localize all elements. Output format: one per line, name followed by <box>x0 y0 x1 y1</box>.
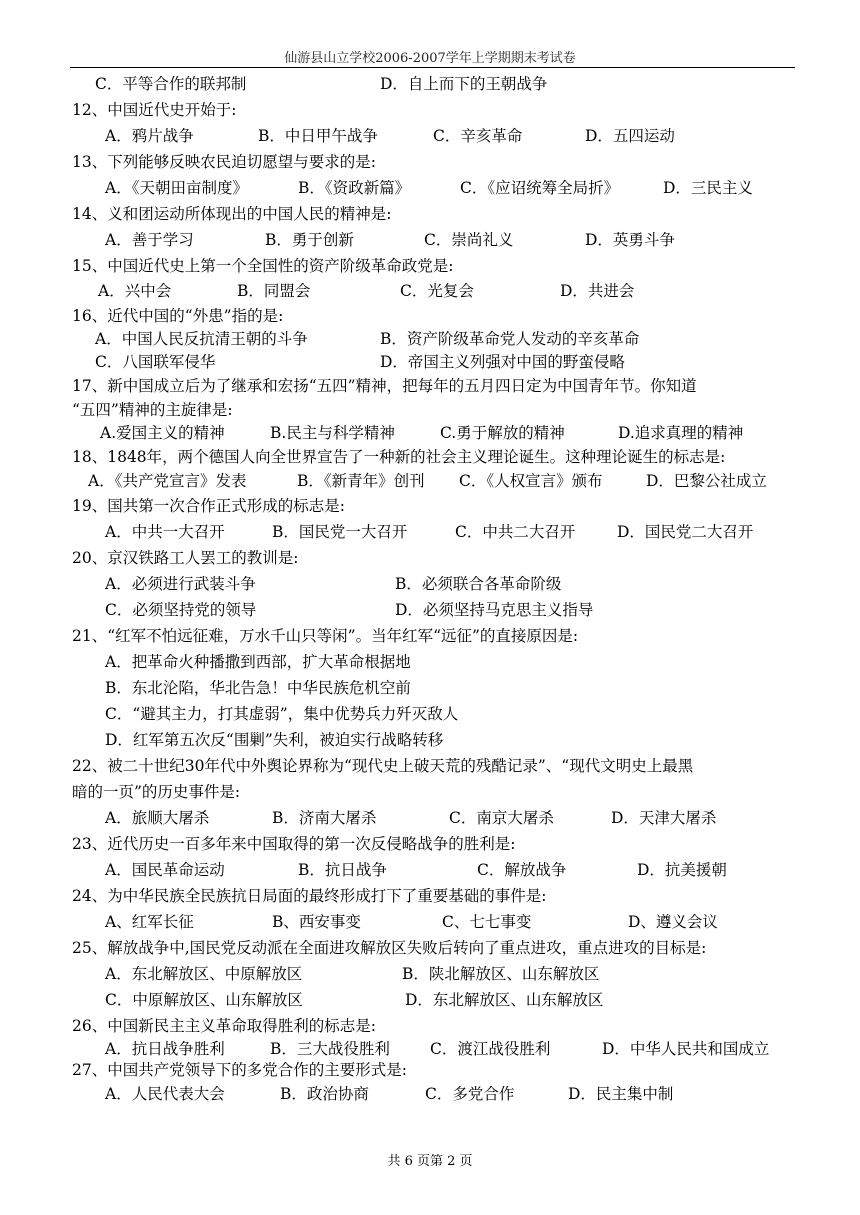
page-footer: 共 6 页第 2 页 <box>387 1154 473 1169</box>
q25-option-b: B．陕北解放区、山东解放区 <box>402 965 600 983</box>
q19-option-c: C．中共二大召开 <box>455 523 576 541</box>
q19-option-a: A．中共一大召开 <box>105 523 225 541</box>
q21-option-b: B．东北沦陷，华北告急！中华民族危机空前 <box>105 679 411 697</box>
q14-option-c: C．崇尚礼义 <box>424 231 514 249</box>
q26-option-b: B．三大战役胜利 <box>270 1040 390 1058</box>
q17-option-a: A.爱国主义的精神 <box>100 424 225 442</box>
q16-option-c: C．八国联军侵华 <box>95 353 216 371</box>
q24-stem: 24、为中华民族全民族抗日局面的最终形成打下了重要基础的事件是: <box>72 887 547 905</box>
q18-stem: 18、1848年，两个德国人向全世界宣告了一种新的社会主义理论诞生。这种理论诞生的标志是: <box>72 448 726 466</box>
q17-stem-line1: 17、新中国成立后为了继承和宏扬“五四”精神，把每年的五月四日定为中国青年节。你知道 <box>72 377 697 395</box>
q13-option-b: B．《资政新篇》 <box>298 179 411 197</box>
q18-option-c: C．《人权宣言》颁布 <box>459 472 603 490</box>
q22-stem-line2: 暗的一页”的历史事件是: <box>72 783 241 801</box>
q12-option-b: B．中日甲午战争 <box>258 127 378 145</box>
q15-option-d: D．共进会 <box>560 282 635 300</box>
q25-option-d: D．东北解放区、山东解放区 <box>405 991 604 1009</box>
q27-option-b: B．政治协商 <box>280 1085 369 1103</box>
q22-option-b: B．济南大屠杀 <box>272 809 377 827</box>
q25-option-c: C．中原解放区、山东解放区 <box>105 991 303 1009</box>
q11-option-d: D．自上而下的王朝战争 <box>380 75 548 93</box>
q12-stem: 12、中国近代史开始于: <box>72 101 237 119</box>
q19-stem: 19、国共第一次合作正式形成的标志是: <box>72 497 345 515</box>
q12-option-c: C．辛亥革命 <box>433 127 523 145</box>
q14-stem: 14、义和团运动所体现出的中国人民的精神是: <box>72 205 392 223</box>
q12-option-a: A．鸦片战争 <box>105 127 194 145</box>
q23-option-a: A．国民革命运动 <box>105 861 225 879</box>
q16-stem: 16、近代中国的“外患”指的是: <box>72 307 284 325</box>
q15-option-a: A．兴中会 <box>98 282 172 300</box>
q18-option-b: B．《新青年》创刊 <box>297 472 425 490</box>
header-rule <box>70 67 795 68</box>
q20-stem: 20、京汉铁路工人罢工的教训是: <box>72 549 299 567</box>
q15-stem: 15、中国近代史上第一个全国性的资产阶级革命政党是: <box>72 257 454 275</box>
q20-option-d: D．必须坚持马克思主义指导 <box>395 601 594 619</box>
q18-option-d: D．巴黎公社成立 <box>646 472 767 490</box>
q14-option-d: D．英勇斗争 <box>585 231 675 249</box>
q23-option-b: B．抗日战争 <box>298 861 387 879</box>
q27-option-c: C．多党合作 <box>425 1085 515 1103</box>
q26-stem: 26、中国新民主主义革命取得胜利的标志是: <box>72 1017 376 1035</box>
q19-option-b: B．国民党一大召开 <box>272 523 408 541</box>
q26-option-a: A．抗日战争胜利 <box>105 1040 225 1058</box>
q22-option-a: A．旅顺大屠杀 <box>105 809 210 827</box>
q22-option-c: C．南京大屠杀 <box>449 809 554 827</box>
q21-option-a: A．把革命火种播撒到西部，扩大革命根据地 <box>105 653 411 671</box>
q16-option-b: B．资产阶级革命党人发动的辛亥革命 <box>380 330 640 348</box>
q24-option-a: A、红军长征 <box>105 913 194 931</box>
q13-option-d: D．三民主义 <box>663 179 753 197</box>
q15-option-b: B．同盟会 <box>237 282 311 300</box>
q18-option-a: A．《共产党宣言》发表 <box>88 472 247 490</box>
q25-stem: 25、解放战争中,国民党反动派在全面进攻解放区失败后转向了重点进攻，重点进攻的目标是: <box>72 939 707 957</box>
q21-stem: 21、“红军不怕远征难，万水千山只等闲”。当年红军“远征”的直接原因是: <box>72 627 579 645</box>
q14-option-b: B．勇于创新 <box>265 231 354 249</box>
q25-option-a: A．东北解放区、中原解放区 <box>105 965 303 983</box>
q15-option-c: C．光复会 <box>400 282 474 300</box>
q17-stem-line2: “五四”精神的主旋律是: <box>72 401 233 419</box>
q27-option-d: D．民主集中制 <box>568 1085 674 1103</box>
q26-option-d: D．中华人民共和国成立 <box>602 1040 770 1058</box>
q23-option-d: D．抗美援朝 <box>637 861 727 879</box>
q21-option-c: C．“避其主力，打其虚弱”，集中优势兵力歼灭敌人 <box>105 705 459 723</box>
q12-option-d: D．五四运动 <box>585 127 675 145</box>
q13-option-c: C．《应诏统筹全局折》 <box>460 179 620 197</box>
q24-option-c: C、七七事变 <box>442 913 532 931</box>
q26-option-c: C．渡江战役胜利 <box>430 1040 551 1058</box>
q23-stem: 23、近代历史一百多年来中国取得的第一次反侵略战争的胜利是: <box>72 835 516 853</box>
q13-stem: 13、下列能够反映农民迫切愿望与要求的是: <box>72 153 376 171</box>
q16-option-d: D．帝国主义列强对中国的野蛮侵略 <box>380 353 625 371</box>
q22-stem-line1: 22、被二十世纪30年代中外舆论界称为“现代史上破天荒的残酷记录”、“现代文明史上最黑 <box>72 757 694 775</box>
q17-option-b: B.民主与科学精神 <box>270 424 395 442</box>
q23-option-c: C．解放战争 <box>477 861 567 879</box>
q17-option-d: D.追求真理的精神 <box>618 424 744 442</box>
q20-option-b: B．必须联合各革命阶级 <box>395 575 562 593</box>
q11-option-c: C．平等合作的联邦制 <box>95 75 247 93</box>
page-header: 仙游县山立学校2006-2007学年上学期期末考试卷 <box>284 51 576 66</box>
q19-option-d: D．国民党二大召开 <box>617 523 754 541</box>
q22-option-d: D．天津大屠杀 <box>611 809 717 827</box>
q24-option-d: D、遵义会议 <box>628 913 718 931</box>
q20-option-a: A．必须进行武装斗争 <box>105 575 256 593</box>
q27-option-a: A．人民代表大会 <box>105 1085 225 1103</box>
q27-stem: 27、中国共产党领导下的多党合作的主要形式是: <box>72 1061 407 1079</box>
q13-option-a: A．《天朝田亩制度》 <box>105 179 248 197</box>
q16-option-a: A．中国人民反抗清王朝的斗争 <box>95 330 308 348</box>
q20-option-c: C．必须坚持党的领导 <box>105 601 257 619</box>
q21-option-d: D．红军第五次反“围剿”失利，被迫实行战略转移 <box>105 731 444 749</box>
q14-option-a: A．善于学习 <box>105 231 194 249</box>
q17-option-c: C.勇于解放的精神 <box>440 424 565 442</box>
q24-option-b: B、西安事变 <box>272 913 361 931</box>
